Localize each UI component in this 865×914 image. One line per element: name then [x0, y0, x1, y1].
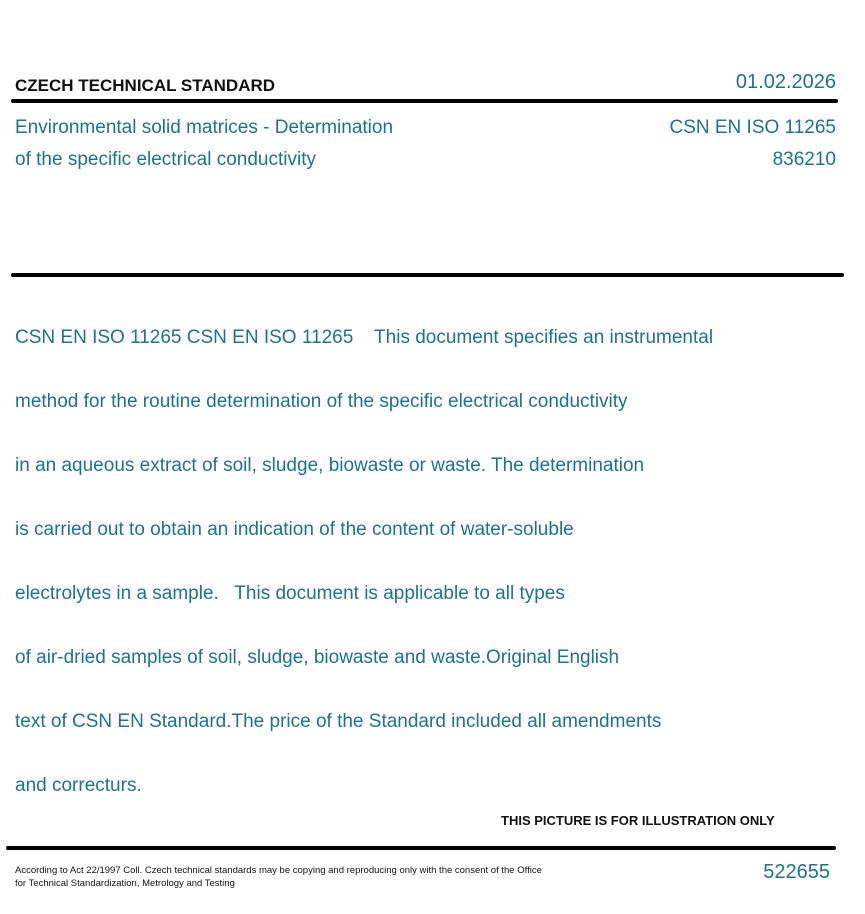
- abstract-line: electrolytes in a sample. This document is applicable to all types: [15, 583, 565, 604]
- document-number: 522655: [763, 861, 830, 883]
- abstract-line: is carried out to obtain an indication of the content of water-soluble: [15, 519, 574, 540]
- standard-code: CSN EN ISO 11265: [669, 117, 836, 138]
- abstract-line: method for the routine determination of the specific electrical conductivity: [15, 391, 628, 412]
- header-title: CZECH TECHNICAL STANDARD: [15, 76, 276, 95]
- legal-line: According to Act 22/1997 Coll. Czech technical standards may be copying and reproducing only with the consent of the Office: [15, 865, 542, 876]
- abstract-line: CSN EN ISO 11265 CSN EN ISO 11265 This document specifies an instrumental: [15, 327, 714, 348]
- standard-title-line1: Environmental solid matrices - Determination: [15, 117, 394, 138]
- legal-notice: [15, 864, 542, 890]
- header-divider: [11, 99, 838, 103]
- legal-line: for Technical Standardization, Metrology and Testing: [15, 878, 235, 889]
- standard-title-line2: of the specific electrical conductivity: [15, 149, 316, 170]
- abstract-text: [15, 290, 713, 834]
- header-date: 01.02.2026: [735, 71, 836, 93]
- section-divider: [11, 273, 844, 277]
- abstract-line: and correcturs.: [15, 775, 142, 796]
- illustration-note: THIS PICTURE IS FOR ILLUSTRATION ONLY: [501, 813, 775, 828]
- footer-divider: [6, 846, 836, 850]
- abstract-line: in an aqueous extract of soil, sludge, biowaste or waste. The determination: [15, 455, 645, 476]
- abstract-line: of air-dried samples of soil, sludge, biowaste and waste.Original English: [15, 647, 620, 668]
- class-number: 836210: [772, 149, 836, 170]
- abstract-line: text of CSN EN Standard.The price of the Standard included all amendments: [15, 711, 662, 732]
